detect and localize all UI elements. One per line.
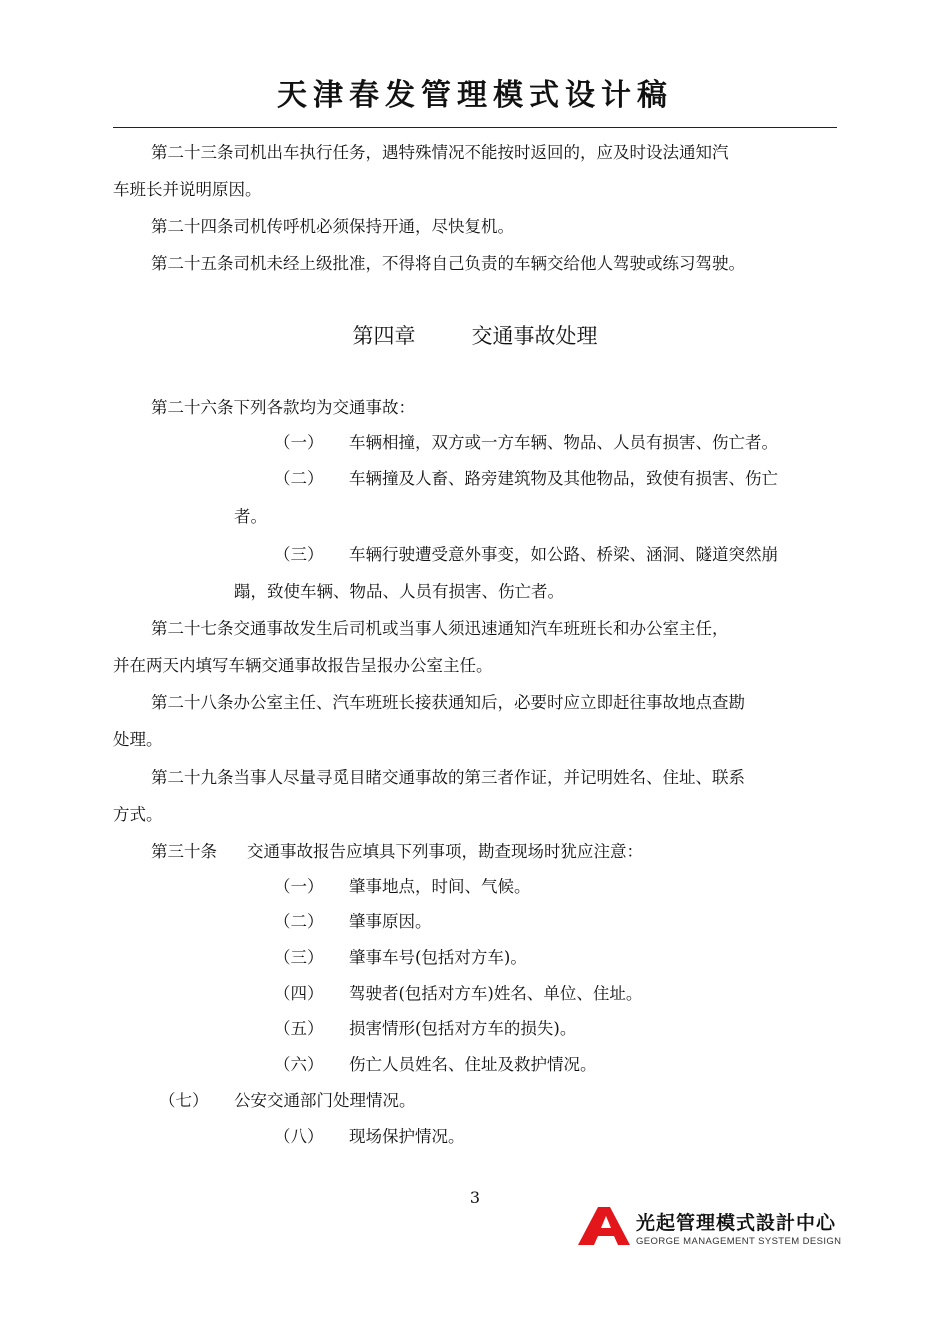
list-item xyxy=(274,1126,465,1148)
list-item xyxy=(274,1054,597,1076)
list-item-text: 伤亡人员姓名、住址及救护情况。 xyxy=(349,1055,597,1074)
list-item-continuation: 者。 xyxy=(234,507,267,526)
list-item xyxy=(274,911,432,933)
company-logo xyxy=(576,1206,842,1250)
chapter-heading xyxy=(113,320,837,350)
list-item-continuation: 蹋，致使车辆、物品、人员有损害、伤亡者。 xyxy=(234,582,564,601)
list-item xyxy=(274,876,531,898)
list-item-marker: （二） xyxy=(274,469,324,488)
list-item-text: 驾驶者(包括对方车)姓名、单位、住址。 xyxy=(349,984,643,1003)
article-28-line-2: 处理。 xyxy=(113,730,163,749)
list-item-text: 肇事地点，时间、气候。 xyxy=(349,877,531,896)
list-item-marker: （二） xyxy=(274,912,324,931)
logo-english-name: GEORGE MANAGEMENT SYSTEM DESIGN xyxy=(636,1236,842,1247)
header-divider xyxy=(113,127,837,128)
list-item-text: 车辆行驶遭受意外事变，如公路、桥梁、涵洞、隧道突然崩 xyxy=(349,545,778,564)
chapter-number: 第四章 xyxy=(352,324,416,348)
logo-chinese-name: 光起管理模式設計中心 xyxy=(636,1212,837,1234)
page-number: 3 xyxy=(469,1188,481,1207)
article-28-line-1: 第二十八条办公室主任、汽车班班长接获通知后，必要时应立即赶往事故地点查勘 xyxy=(151,693,745,712)
list-item-marker: （四） xyxy=(274,984,324,1003)
list-item-marker: （八） xyxy=(274,1127,324,1146)
page-header-title: 天津春发管理模式设计稿 xyxy=(277,78,673,113)
article-24: 第二十四条司机传呼机必须保持开通，尽快复机。 xyxy=(151,217,514,236)
article-30-label: 第三十条 xyxy=(151,842,217,861)
list-item xyxy=(274,432,778,454)
list-item-marker: （三） xyxy=(274,545,324,564)
article-23-line-2: 车班长并说明原因。 xyxy=(113,180,262,199)
list-item xyxy=(274,983,642,1005)
logo-a-icon xyxy=(576,1206,632,1246)
article-29-line-2: 方式。 xyxy=(113,805,163,824)
article-30 xyxy=(151,841,643,863)
list-item-text: 损害情形(包括对方车的损失)。 xyxy=(349,1019,577,1038)
article-27-line-1: 第二十七条交通事故发生后司机或当事人须迅速通知汽车班班长和办公室主任， xyxy=(151,619,729,638)
list-item xyxy=(274,947,527,969)
list-item-marker: （一） xyxy=(274,877,324,896)
list-item-text: 肇事车号(包括对方车)。 xyxy=(349,948,527,967)
list-item-marker: （六） xyxy=(274,1055,324,1074)
list-item-text: 肇事原因。 xyxy=(349,912,432,931)
list-item-text: 公安交通部门处理情况。 xyxy=(234,1091,416,1110)
list-item-text: 现场保护情况。 xyxy=(349,1127,465,1146)
list-item-marker: （七） xyxy=(159,1091,209,1110)
article-26: 第二十六条下列各款均为交通事故： xyxy=(151,398,415,417)
list-item-text: 车辆相撞，双方或一方车辆、物品、人员有损害、伤亡者。 xyxy=(349,433,778,452)
list-item xyxy=(274,468,778,490)
article-25: 第二十五条司机未经上级批准，不得将自己负责的车辆交给他人驾驶或练习驾驶。 xyxy=(151,254,745,273)
article-29-line-1: 第二十九条当事人尽量寻觅目睹交通事故的第三者作证，并记明姓名、住址、联系 xyxy=(151,768,745,787)
article-27-line-2: 并在两天内填写车辆交通事故报告呈报办公室主任。 xyxy=(113,656,493,675)
list-item-marker: （五） xyxy=(274,1019,324,1038)
list-item xyxy=(159,1090,416,1112)
list-item xyxy=(274,1018,576,1040)
list-item xyxy=(274,544,778,566)
list-item-marker: （一） xyxy=(274,433,324,452)
article-23-line-1: 第二十三条司机出车执行任务，遇特殊情况不能按时返回的，应及时设法通知汽 xyxy=(151,143,729,162)
list-item-text: 车辆撞及人畜、路旁建筑物及其他物品，致使有损害、伤亡 xyxy=(349,469,778,488)
list-item-marker: （三） xyxy=(274,948,324,967)
chapter-title: 交通事故处理 xyxy=(471,324,598,348)
article-30-text: 交通事故报告应填具下列事项，勘查现场时犹应注意： xyxy=(247,842,643,861)
